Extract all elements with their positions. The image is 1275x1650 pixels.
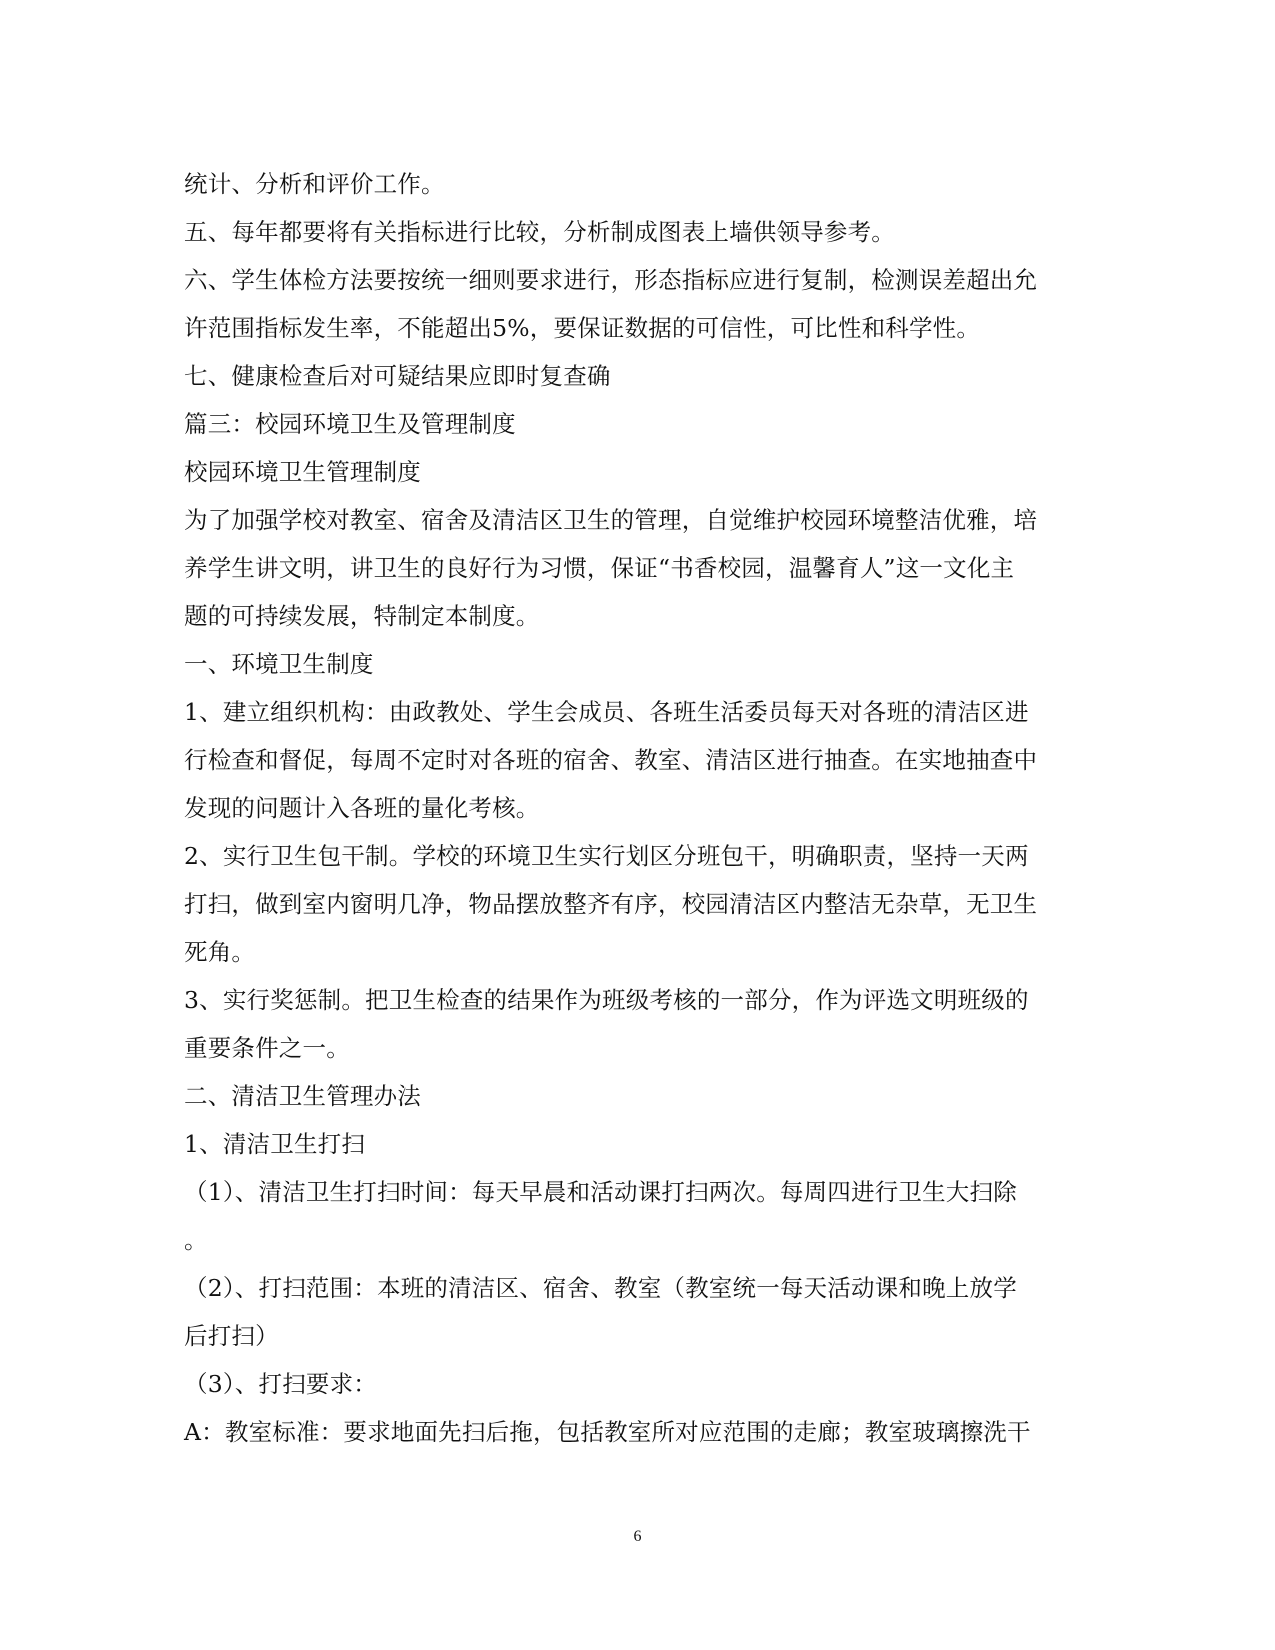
page-number: 6 xyxy=(633,1528,642,1545)
section-heading: 二、清洁卫生管理办法 xyxy=(184,1082,421,1110)
text-line: 重要条件之一。 xyxy=(184,1034,350,1062)
text-line: 2、实行卫生包干制。学校的环境卫生实行划区分班包干，明确职责，坚持一天两 xyxy=(184,842,1029,870)
text-line: 许范围指标发生率，不能超出5%，要保证数据的可信性，可比性和科学性。 xyxy=(184,314,981,342)
text-line: 七、健康检查后对可疑结果应即时复查确 xyxy=(184,362,611,390)
text-line: A：教室标准：要求地面先扫后拖，包括教室所对应范围的走廊；教室玻璃擦洗干 xyxy=(184,1418,1031,1446)
text-line: 行检查和督促，每周不定时对各班的宿舍、教室、清洁区进行抽查。在实地抽查中 xyxy=(184,746,1038,774)
text-line: （1）、清洁卫生打扫时间：每天早晨和活动课打扫两次。每周四进行卫生大扫除 xyxy=(184,1178,1017,1206)
text-line: 题的可持续发展，特制定本制度。 xyxy=(184,602,540,630)
text-line: 1、建立组织机构：由政教处、学生会成员、各班生活委员每天对各班的清洁区进 xyxy=(184,698,1029,726)
text-line: 为了加强学校对教室、宿舍及清洁区卫生的管理，自觉维护校园环境整洁优雅，培 xyxy=(184,506,1038,534)
section-heading: 一、环境卫生制度 xyxy=(184,650,374,678)
text-line: 死角。 xyxy=(184,938,256,966)
text-line: 养学生讲文明，讲卫生的良好行为习惯，保证“书香校园，温馨育人”这一文化主 xyxy=(184,554,1015,582)
text-line: 五、每年都要将有关指标进行比较，分析制成图表上墙供领导参考。 xyxy=(184,218,895,246)
text-line: 1、清洁卫生打扫 xyxy=(184,1130,366,1158)
text-line: 统计、分析和评价工作。 xyxy=(184,170,445,198)
text-line: 3、实行奖惩制。把卫生检查的结果作为班级考核的一部分，作为评选文明班级的 xyxy=(184,986,1029,1014)
text-line: 发现的问题计入各班的量化考核。 xyxy=(184,794,540,822)
text-line: 打扫，做到室内窗明几净，物品摆放整齐有序，校园清洁区内整洁无杂草，无卫生 xyxy=(184,890,1038,918)
text-line: 。 xyxy=(184,1226,208,1254)
text-line: （2）、打扫范围：本班的清洁区、宿舍、教室（教室统一每天活动课和晚上放学 xyxy=(184,1274,1017,1302)
text-line: 六、学生体检方法要按统一细则要求进行，形态指标应进行复制，检测误差超出允 xyxy=(184,266,1038,294)
text-line: （3）、打扫要求： xyxy=(184,1370,378,1398)
document-title: 校园环境卫生管理制度 xyxy=(184,458,421,486)
section-heading: 篇三：校园环境卫生及管理制度 xyxy=(184,410,516,438)
text-line: 后打扫） xyxy=(184,1322,279,1350)
body-text xyxy=(184,160,1099,1456)
